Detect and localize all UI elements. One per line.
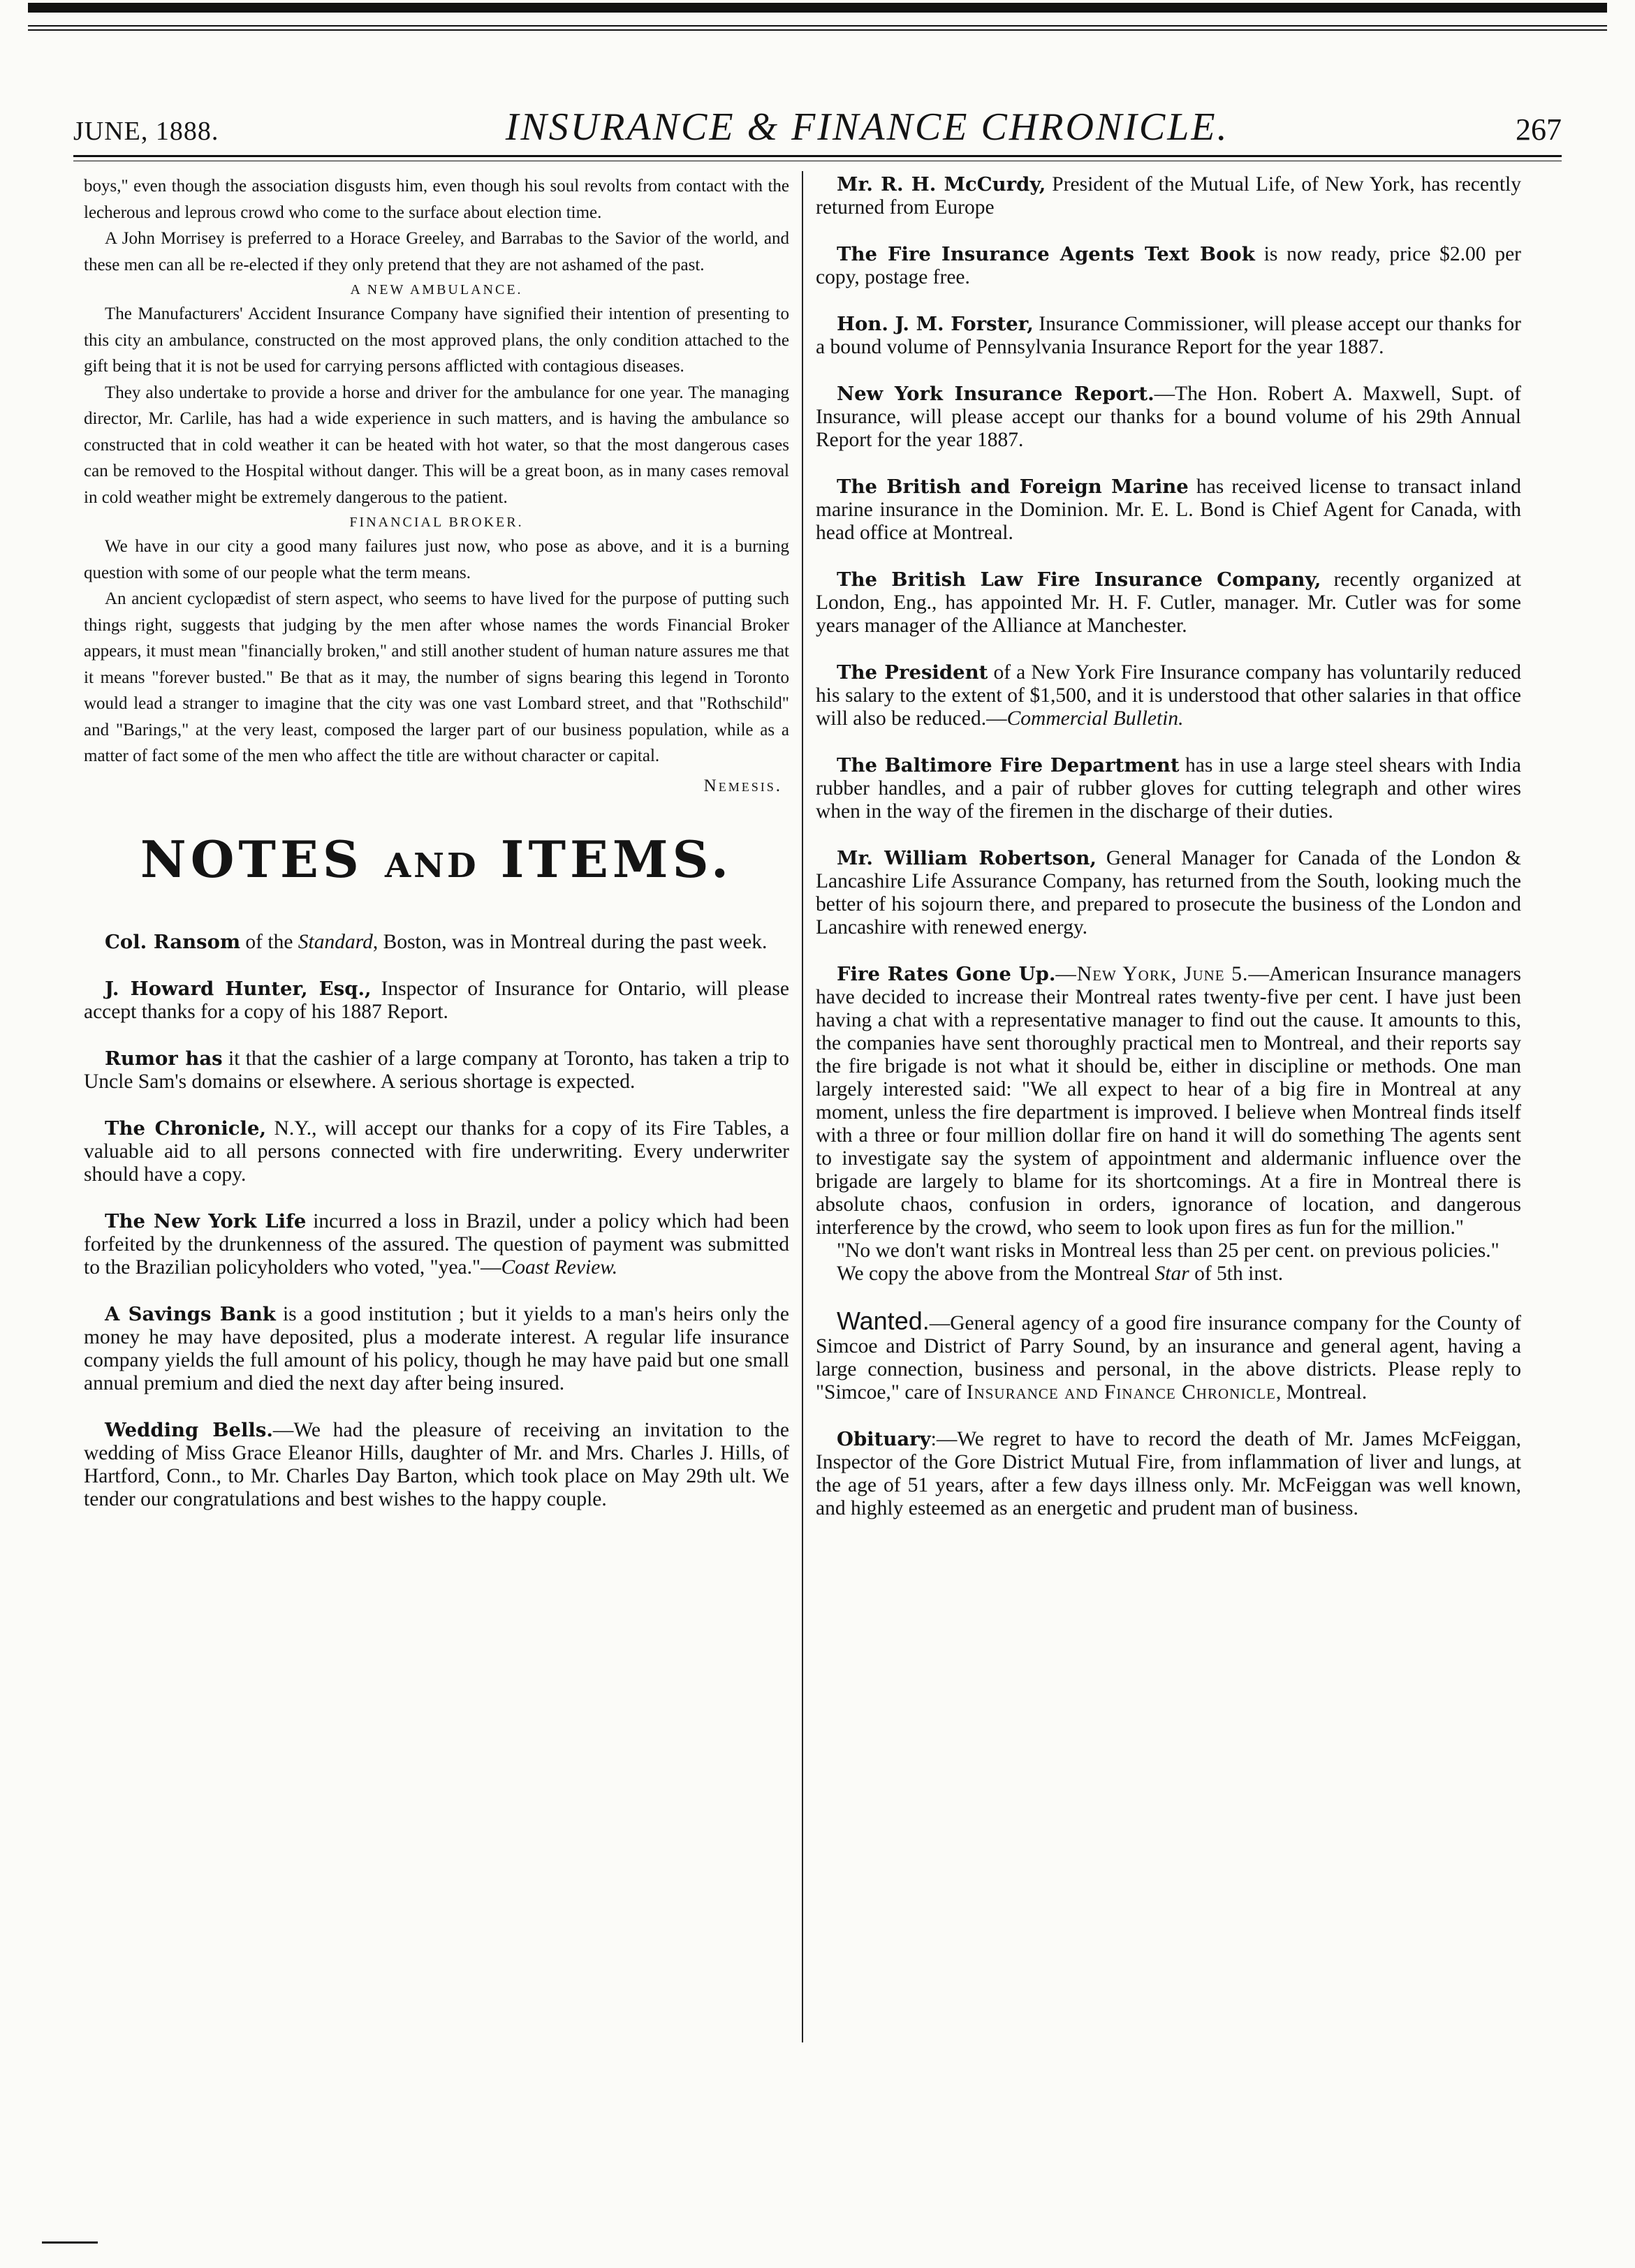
item-lead: The British Law Fire Insurance Company,: [837, 568, 1321, 591]
item-text: :—We regret to have to record the death of Mr. James McFeiggan, Inspector of the Gore District Mutual Fire, from inflammation of liver and lungs, at the age of 51 years, after a few days illness only. Mr. McFeiggan was well known, and highly esteemed as an energetic and prudent man of business.: [816, 1428, 1521, 1519]
item-text: has received license to transact inland marine insurance in the Dominion. Mr. E. L. Bond is Chief Agent for Canada, with head office at Montreal.: [816, 476, 1521, 544]
item-lead: Wanted.: [837, 1306, 930, 1335]
news-item: [816, 847, 1521, 939]
header-rule: [73, 155, 1562, 157]
item-text: —We had the pleasure of receiving an invitation to the wedding of Miss Grace Eleanor Hills, daughter of Mr. and Mrs. Charles J. Hills, of Hartford, Conn., to Mr. Charles Day Barton, which took place on May 29th ult. We tender our congratulations and best wishes to the happy couple.: [84, 1418, 789, 1510]
news-item: [84, 931, 789, 954]
column-divider: [802, 171, 803, 2042]
heading-word: AND: [384, 846, 479, 885]
item-text: —The Hon. Robert A. Maxwell, Supt. of Insurance, will please accept our thanks for a bound volume of his 29th Annual Report for the year 1887.: [816, 383, 1521, 451]
obituary-item: [816, 1428, 1521, 1520]
item-text: —American Insurance managers have decided to increase their Montreal rates twenty-five per cent. I have just been having a chat with a representative manager to find out the cause. It amounts to this, the companies have sent thoroughly practical men to Montreal, and their reports say the fire brigade is not what it should be, either in discipline or methods. One man largely interested said: "We all expect to hear of a big fire in Montreal at any moment, unless the fire department is improved. I believe when Montreal finds itself with a three or four million dollar fire on hand it will do something The agents sent to investigate say the system of appointment and aldermanic influence over the brigade are largely to blame for its shortcomings. At a fire in Montreal there is absolute chaos, confusion in orders, ignorance of location, and dangerous interference by the crowd, who seem to look upon fires as fun for the million.": [816, 963, 1522, 1239]
news-item: [84, 978, 789, 1024]
item-text: , Boston, was in Montreal during the past week.: [372, 930, 768, 953]
news-item: [816, 476, 1521, 545]
left-column: [84, 173, 789, 2226]
item-text: We copy the above from the Montreal: [837, 1262, 1155, 1285]
item-lead: The New York Life: [105, 1209, 307, 1232]
news-item: [816, 313, 1521, 359]
item-smallcaps: Insurance and Finance Chronicle: [966, 1381, 1276, 1404]
item-text: General Manager for Canada of the London & Lancashire Life Assurance Company, has returned from the South, looking much the better of his sojourn there, and prepared to prosecute the business of the London and Lancashire with renewed energy.: [816, 847, 1521, 938]
wanted-advertisement: [816, 1306, 1521, 1404]
news-item: [816, 173, 1521, 219]
item-text: N.Y., will accept our thanks for a copy of its Fire Tables, a valuable aid to all persons connected with fire underwriting. Every underwriter should have a copy.: [84, 1117, 789, 1186]
item-text: —General agency of a good fire insurance company for the County of Simcoe and District of Parry Sound, by an insurance and general agent, having a large connection, business and personal, in the above districts. Please reply to "Simcoe," care of: [816, 1312, 1521, 1404]
news-item: [816, 661, 1521, 730]
item-lead: A Savings Bank: [105, 1302, 276, 1325]
item-text: of the: [240, 930, 298, 953]
article-paragraph: A John Morrisey is preferred to a Horace Greeley, and Barrabas to the Savior of the world, and these men can all be re-elected if they only pretend that they are not ashamed of the past.: [84, 229, 789, 274]
item-text: President of the Mutual Life, of New York, has recently returned from Europe: [816, 173, 1521, 219]
item-lead: Wedding Bells.: [105, 1418, 273, 1441]
news-item: [84, 1303, 789, 1395]
item-lead: The President: [837, 661, 988, 684]
item-text: recently organized at London, Eng., has appointed Mr. H. F. Cutler, manager. Mr. Cutler was for some years manager of the Alliance at Manchester.: [816, 568, 1522, 637]
fire-rates-item: [816, 963, 1521, 1286]
nemesis-article: [84, 173, 789, 796]
footer-rule: [42, 2241, 98, 2244]
news-item: [816, 568, 1521, 638]
item-lead: Rumor has: [105, 1047, 223, 1070]
item-text: Inspector of Insurance for Ontario, will please accept thanks for a copy of his 1887 Report.: [84, 977, 789, 1023]
news-item: [816, 754, 1521, 823]
item-quote: "No we don't want risks in Montreal less than 25 per cent. on previous policies.": [837, 1239, 1500, 1262]
top-border-rule: [28, 3, 1607, 31]
article-paragraph: The Manufacturers' Accident Insurance Company have signified their intention of presenting to this city an ambulance, constructed on the most approved plans, the only condition attached to the gift being that it is not be used for carrying persons afflicted with contagious diseases.: [84, 304, 789, 376]
item-text: it that the cashier of a large company at Toronto, has taken a trip to Uncle Sam's domains or elsewhere. A serious shortage is expected.: [84, 1047, 789, 1093]
item-text: is a good institution ; but it yields to a man's heirs only the money he may have deposited, plus a moderate interest. A regular life insurance company yields the full amount of his policy, though he may have paid but one small annual premium and died the next day after being insured.: [84, 1302, 789, 1394]
article-paragraph: We have in our city a good many failures just now, who pose as above, and it is a burning question with some of our people what the term means.: [84, 537, 789, 582]
heading-word: ITEMS.: [500, 829, 733, 889]
item-lead: Mr. William Robertson,: [837, 847, 1097, 869]
issue-date: JUNE, 1888.: [73, 117, 219, 146]
item-italic: Star: [1154, 1262, 1189, 1285]
page-header: [73, 105, 1562, 154]
section-heading-notes-and-items: [84, 830, 789, 889]
news-item: [816, 383, 1521, 452]
item-lead: The British and Foreign Marine: [837, 476, 1189, 498]
news-item: [84, 1117, 789, 1186]
item-text: Insurance Commissioner, will please accept our thanks for a bound volume of Pennsylvania Insurance Report for the year 1887.: [816, 313, 1521, 358]
publication-title: INSURANCE & FINANCE CHRONICLE.: [505, 105, 1229, 149]
author-signature: Nemesis.: [703, 776, 782, 795]
item-lead: Fire Rates Gone Up.: [837, 963, 1056, 985]
item-text: has in use a large steel shears with India rubber handles, and a pair of rubber gloves for cutting telegraph and other wires when in the way of the firemen in the discharge of their duties.: [816, 754, 1521, 823]
item-lead: Mr. R. H. McCurdy,: [837, 173, 1046, 196]
subheading-ambulance: A NEW AMBULANCE.: [350, 282, 523, 297]
heading-word: NOTES: [140, 829, 363, 889]
news-item: [84, 1419, 789, 1511]
item-dateline: —New York, June 5.: [1055, 963, 1249, 985]
item-lead: J. Howard Hunter, Esq.,: [105, 977, 372, 1000]
right-column: [816, 173, 1521, 2226]
item-text: , Montreal.: [1275, 1381, 1368, 1404]
item-text: incurred a loss in Brazil, under a policy which had been forfeited by the drunkenness of the assured. The question of payment was submitted to the Brazilian policyholders who voted, "yea."—: [84, 1209, 789, 1279]
item-lead: The Chronicle,: [105, 1117, 267, 1140]
item-lead: Col. Ransom: [105, 930, 241, 953]
item-lead: Hon. J. M. Forster,: [837, 313, 1034, 335]
article-paragraph: An ancient cyclopædist of stern aspect, who seems to have lived for the purpose of putting such things right, suggests that judging by the men after whose names the words Financial Broker appears, it must mean "financially broken," and still another student of human nature assures me that it means "forever busted." Be that as it may, the number of signs bearing this legend in Toronto would lead a stranger to imagine that the city was one vast Lombard street, and that "Rothschild" and "Barings," at the very least, composed the larger part of our business population, while as a matter of fact some of the men who affect the title are without character or capital.: [84, 589, 789, 765]
news-item: [84, 1210, 789, 1279]
item-lead: Obituary: [837, 1428, 931, 1450]
top-border-rule-inner: [28, 25, 1607, 27]
item-italic: Standard: [298, 930, 373, 953]
item-text: is now ready, price $2.00 per copy, postage free.: [816, 243, 1522, 288]
news-item: [816, 243, 1521, 289]
article-paragraph: boys," even though the association disgusts him, even though his soul revolts from contact with the lecherous and leprous crowd who come to the surface about election time.: [84, 177, 789, 222]
page-number: 267: [1516, 112, 1562, 147]
news-item: [84, 1047, 789, 1094]
item-lead: The Fire Insurance Agents Text Book: [837, 243, 1255, 265]
item-lead: The Baltimore Fire Department: [837, 754, 1180, 776]
item-text: of a New York Fire Insurance company has voluntarily reduced his salary to the extent of $1,500, and it is understood that other salaries in that office will also be reduced.—: [816, 661, 1522, 730]
item-italic: Commercial Bulletin.: [1006, 707, 1184, 730]
item-text: of 5th inst.: [1189, 1262, 1284, 1285]
item-lead: New York Insurance Report.: [837, 383, 1154, 405]
article-paragraph: They also undertake to provide a horse and driver for the ambulance for one year. The managing director, Mr. Carlile, has had a wide experience in such matters, and is having the ambulance so constructed that in cold weather it can be heated with hot water, so that the most dangerous cases can be removed to the Hospital without danger. This will be a great boon, as in many cases removal in cold weather might be extremely dangerous to the patient.: [84, 383, 789, 507]
item-italic: Coast Review.: [501, 1256, 618, 1279]
subheading-financial-broker: FINANCIAL BROKER.: [349, 515, 524, 530]
